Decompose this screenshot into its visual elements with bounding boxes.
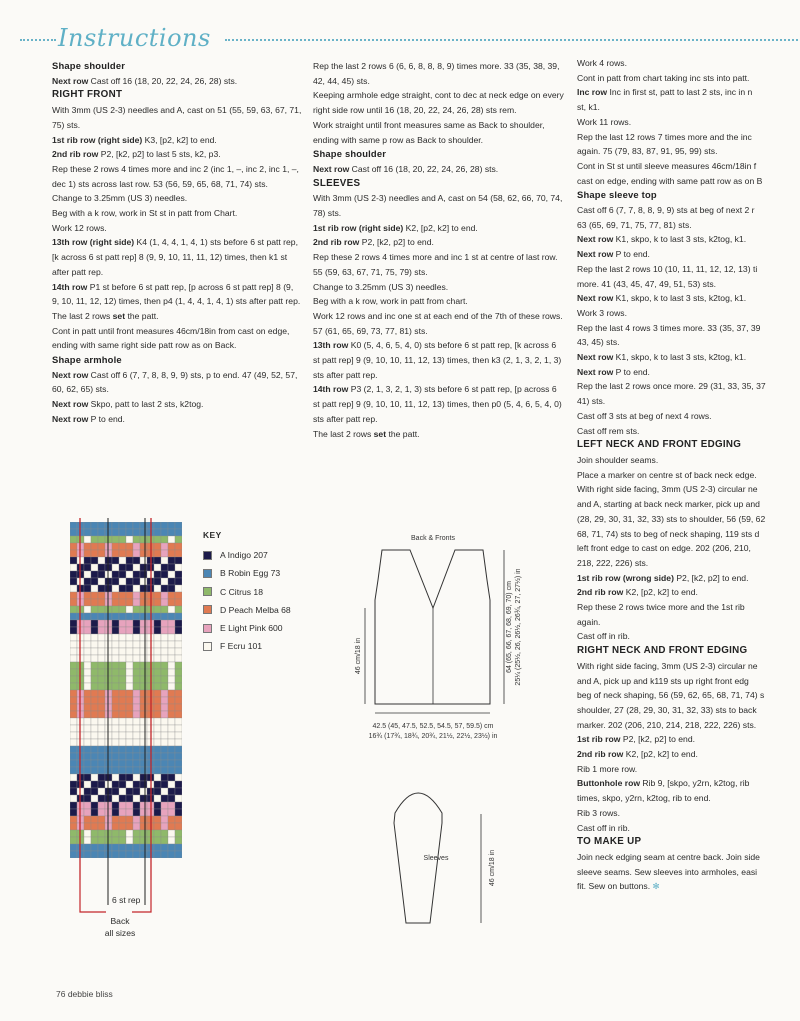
instruction-line: times, skpo, y2rn, k2tog, rib to end. [577, 793, 711, 804]
key-item [203, 601, 291, 619]
instruction-line: Cast off 6 (7, 7, 8, 8, 9, 9) sts at beg of next 2 r [577, 205, 755, 216]
instruction-line: beg of neck shaping, 56 (59, 62, 65, 68, 71, 74) s [577, 690, 765, 701]
instruction-line: again. [577, 616, 601, 627]
instruction-line: 2nd rib row K2, [p2, k2] to end. [577, 749, 698, 760]
instruction-line: Rep the last 4 rows 3 times more. 33 (35, 37, 39 [577, 322, 761, 333]
instruction-paragraph: Work straight until front measures same as Back to shoulder, ending with same p row as Back to shoulder. [313, 119, 545, 145]
instruction-paragraph: Rep the last 2 rows 6 (6, 6, 8, 8, 8, 9) times more. 33 (35, 38, 39, 42, 44, 45) sts. [313, 61, 560, 86]
instruction-line: Join shoulder seams. [577, 454, 659, 465]
instruction-line: 63 (65, 69, 71, 75, 77, 81) sts. [577, 219, 692, 230]
shape-armhole-heading: Shape armhole [52, 354, 122, 366]
instruction-line: shoulder, 27 (28, 29, 30, 31, 32, 33) sts to back [577, 704, 757, 715]
header-dots-right [225, 39, 800, 41]
instruction-line: The last 2 rows set the patt. [52, 310, 159, 321]
instruction-line: Join neck edging seam at centre back. Join side [577, 851, 760, 862]
six-stitch-rep-label: 6 st rep [112, 895, 141, 905]
back-all-sizes-label: Back all sizes [104, 916, 136, 938]
instruction-line: 43, 45) sts. [577, 337, 620, 348]
key-item-label: A Indigo 207 [220, 550, 268, 561]
shape-sleeve-top-heading: Shape sleeve top [577, 189, 657, 201]
instruction-line: and A, starting at back neck marker, pick up and [577, 499, 760, 510]
instruction-line: left front edge to cast on edge. 202 (206, 210, [577, 543, 751, 554]
instruction-line: 13th row (right side) K4 (1, 4, 4, 1, 4, 1) sts before 6 st patt rep, [k across 6 st patt rep] 8 (9, 9, 10, 11, 11, 12) times, then k1 st after patt rep. [52, 237, 298, 277]
instruction-line: 2nd rib row P2, [k2, p2] to last 5 sts, k2, p3. [52, 149, 221, 160]
page-title: Instructions [58, 24, 211, 52]
instruction-line: and A, pick up and k119 sts up right front edg [577, 675, 749, 686]
instruction-line: Next row P to end. [52, 413, 125, 424]
instruction-line: Cast off 3 sts at beg of next 4 rows. [577, 410, 712, 421]
instruction-paragraph: Change to 3.25mm (US 3) needles. [313, 281, 449, 292]
instruction-line: 1st rib row (right side) K3, [p2, k2] to end. [52, 134, 217, 145]
instruction-line: Next row K1, skpo, k to last 3 sts, k2tog, k1. [577, 293, 747, 304]
sleeves-heading: SLEEVES [313, 177, 361, 189]
key-item [203, 619, 291, 637]
right-neck-edging-heading: RIGHT NECK AND FRONT EDGING [577, 645, 748, 657]
instruction-line: 1st rib row P2, [k2, p2] to end. [577, 734, 695, 745]
instruction-line: Rep the last 2 rows once more. 29 (31, 33, 35, 37 [577, 381, 766, 392]
column-2 [313, 59, 565, 441]
instruction-line: 1st rib row (right side) K2, [p2, k2] to end. [313, 222, 478, 233]
instruction-line: again. 75 (79, 83, 87, 91, 95, 99) sts. [577, 146, 718, 157]
instruction-line: 218, 222, 226) sts. [577, 557, 649, 568]
instruction-line: 1st rib row (wrong side) P2, [k2, p2] to end. [577, 572, 749, 583]
instruction-line: (28, 29, 30, 31, 32, 33) sts to shoulder, 56 (59, 62 [577, 513, 766, 524]
instruction-line: With right side facing, 3mm (US 2-3) circular ne [577, 484, 758, 495]
colour-swatch [203, 642, 212, 651]
key-item [203, 546, 291, 564]
instruction-line: 13th row K0 (5, 4, 6, 5, 4, 0) sts before 6 st patt rep, [k across 6 st patt rep] 9 (9, 10, 10, 11, 12, 13) times, then k3 (2, 1, 3, 2, 1, 3) sts after patt rep. [313, 340, 562, 380]
instruction-paragraph: With 3mm (US 2-3) needles and A, cast on 51 (55, 59, 63, 67, 71, 75) sts. [52, 105, 302, 130]
instruction-line: 2nd rib row P2, [k2, p2] to end. [313, 237, 434, 248]
shape-shoulder-heading: Shape shoulder [52, 60, 126, 71]
instruction-line: Rep the last 2 rows 10 (10, 11, 11, 12, 12, 13) ti [577, 263, 758, 274]
key-title: KEY [203, 530, 222, 540]
colour-swatch [203, 569, 212, 578]
front-schematic-title: Back & Fronts [411, 535, 455, 542]
key-item-label: C Citrus 18 [220, 586, 263, 597]
key-item [203, 564, 291, 582]
instruction-line: Next row P to end. [577, 366, 650, 377]
instruction-line: Next row Skpo, patt to last 2 sts, k2tog. [52, 399, 204, 410]
front-schematic-outline [375, 550, 490, 704]
instruction-line: 41) sts. [577, 396, 606, 407]
instruction-line: Work 4 rows. [577, 58, 627, 68]
instruction-paragraph: Work 12 rows. [52, 222, 107, 233]
instruction-line: 14th row P3 (2, 1, 3, 2, 1, 3) sts before 6 st patt rep, [p across 6 st patt rep] 9 (9, 10, 10, 11, 12, 13) times, then p0 (5, 4, 6, 5, 4, 0) sts after patt rep. [313, 384, 562, 424]
page-footer: 76 debbie bliss [56, 989, 113, 999]
colour-swatch [203, 605, 212, 614]
instruction-line: Next row Cast off 6 (7, 7, 8, 8, 9, 9) sts, p to end. 47 (49, 52, 57, 60, 62, 65) sts. [52, 369, 298, 395]
instruction-line: Next row Cast off 16 (18, 20, 22, 24, 26, 28) sts. [52, 75, 238, 86]
instruction-line: more. 41 (43, 45, 47, 49, 51, 53) sts. [577, 278, 717, 289]
instruction-line: Next row K1, skpo, k to last 3 sts, k2tog, k1. [577, 352, 747, 363]
instruction-line: 2nd rib row K2, [p2, k2] to end. [577, 587, 698, 598]
instruction-line: The last 2 rows set the patt. [313, 428, 420, 439]
instruction-line: st, k1. [577, 102, 600, 113]
garment-schematics [330, 528, 560, 948]
colour-swatch [203, 587, 212, 596]
instruction-line: Next row K1, skpo, k to last 3 sts, k2tog, k1. [577, 234, 747, 245]
key-item-label: F Ecru 101 [220, 641, 263, 652]
instruction-line: Inc row Inc in first st, patt to last 2 sts, inc in n [577, 87, 753, 98]
key-item [203, 583, 291, 601]
colour-swatch [203, 624, 212, 633]
instruction-paragraph: Rep these 2 rows 4 times more and inc 1 st at centre of last row. 55 (59, 63, 67, 71, 75, 79) sts. [313, 252, 558, 277]
instruction-line: Work 3 rows. [577, 307, 627, 318]
instruction-line: fit. Sew on buttons. ✻ [577, 881, 660, 892]
column-3 [577, 56, 800, 894]
key-item-label: E Light Pink 600 [220, 623, 283, 634]
front-width-cm: 42.5 (45, 47.5, 52.5, 54.5, 57, 59.5) cm [372, 723, 494, 730]
sleeve-height-label: 46 cm/18 in [489, 849, 496, 887]
instruction-paragraph: Beg with a k row, work in patt from chart. [313, 296, 468, 307]
instruction-paragraph: Work 12 rows and inc one st at each end of the 7th of these rows. 57 (61, 65, 69, 73, 77, 81) sts. [313, 310, 563, 336]
instruction-line: Cont in patt from chart taking inc sts into patt. [577, 72, 750, 83]
instruction-line: marker. 202 (206, 210, 214, 218, 222, 226) sts. [577, 719, 757, 730]
instruction-line: Cast off rem sts. [577, 425, 640, 436]
key-item-label: D Peach Melba 68 [220, 604, 291, 615]
front-height-label: 46 cm/18 in [355, 637, 362, 675]
front-width-in: 16¾ (17¾, 18¾, 20¾, 21½, 22½, 23½) in [368, 733, 498, 740]
front-total-in: 25¼ (25½, 26, 26½, 26¾, 27, 27½) in [515, 568, 522, 686]
back-bracket-left [80, 880, 106, 912]
chart-rep-brackets [0, 0, 263, 940]
instruction-paragraph: Rep these 2 rows 4 times more and inc 2 (inc 1, –, inc 2, inc 1, –, dec 1) sts across last row. 53 (56, 59, 65, 68, 71, 74) sts. [52, 163, 299, 189]
shape-shoulder-heading: Shape shoulder [313, 148, 387, 160]
instruction-line: Buttonhole row Rib 9, [skpo, y2rn, k2tog, rib [577, 778, 750, 789]
instruction-line: Rep these 2 rows twice more and the 1st rib [577, 602, 745, 613]
instruction-line: 14th row P1 st before 6 st patt rep, [p across 6 st patt rep] 8 (9, 9, 10, 11, 12, 12) times, then p4 (1, 4, 4, 1, 4, 1) sts after patt rep. [52, 281, 301, 307]
instruction-line: Rib 1 more row. [577, 763, 638, 774]
instruction-line: Cont in St st until sleeve measures 46cm/18in f [577, 160, 757, 171]
instruction-paragraph: Change to 3.25mm (US 3) needles. [52, 193, 188, 204]
instruction-line: cast on edge, ending with same patt row as on B [577, 175, 763, 186]
key-item [203, 637, 291, 655]
instruction-line: Next row P to end. [577, 249, 650, 260]
key-item-label: B Robin Egg 73 [220, 568, 281, 579]
instruction-line: 68, 71, 74) sts to beg of neck shaping, 119 sts d [577, 528, 760, 539]
to-make-up-heading: TO MAKE UP [577, 836, 642, 848]
instruction-line: Cast off in rib. [577, 822, 630, 833]
right-front-heading: RIGHT FRONT [52, 89, 123, 101]
snowflake-icon: ✻ [652, 881, 660, 892]
instruction-line: Place a marker on centre st of back neck edge. [577, 469, 757, 480]
colour-key [203, 526, 291, 655]
instruction-line: Rib 3 rows. [577, 807, 620, 818]
instruction-paragraph: Beg with a k row, work in St st in patt from Chart. [52, 208, 238, 219]
front-total-cm: 64 (65, 66, 67, 68, 69, 70) cm [506, 581, 513, 673]
instruction-line: Work 11 rows. [577, 116, 632, 127]
instruction-paragraph: Cont in patt until front measures 46cm/18in from cast on edge, ending with same right side patt row as on Back. [52, 325, 290, 351]
sleeve-schematic-title: Sleeves [423, 855, 449, 862]
instruction-paragraph: With 3mm (US 2-3) needles and A, cast on 54 (58, 62, 66, 70, 74, 78) sts. [313, 193, 563, 219]
instruction-paragraph: Keeping armhole edge straight, cont to dec at neck edge on every right side row until 16 (18, 20, 22, 24, 26, 28) sts rem. [313, 90, 564, 116]
colour-swatch [203, 551, 212, 560]
instruction-line: With right side facing, 3mm (US 2-3) circular ne [577, 660, 758, 671]
instruction-line: sleeve seams. Sew sleeves into armholes, easi [577, 866, 758, 877]
left-neck-edging-heading: LEFT NECK AND FRONT EDGING [577, 439, 742, 451]
instruction-line: Next row Cast off 16 (18, 20, 22, 24, 26, 28) sts. [313, 163, 499, 174]
instruction-line: Rep the last 12 rows 7 times more and the inc [577, 131, 752, 142]
instruction-line: Cast off in rib. [577, 631, 630, 642]
